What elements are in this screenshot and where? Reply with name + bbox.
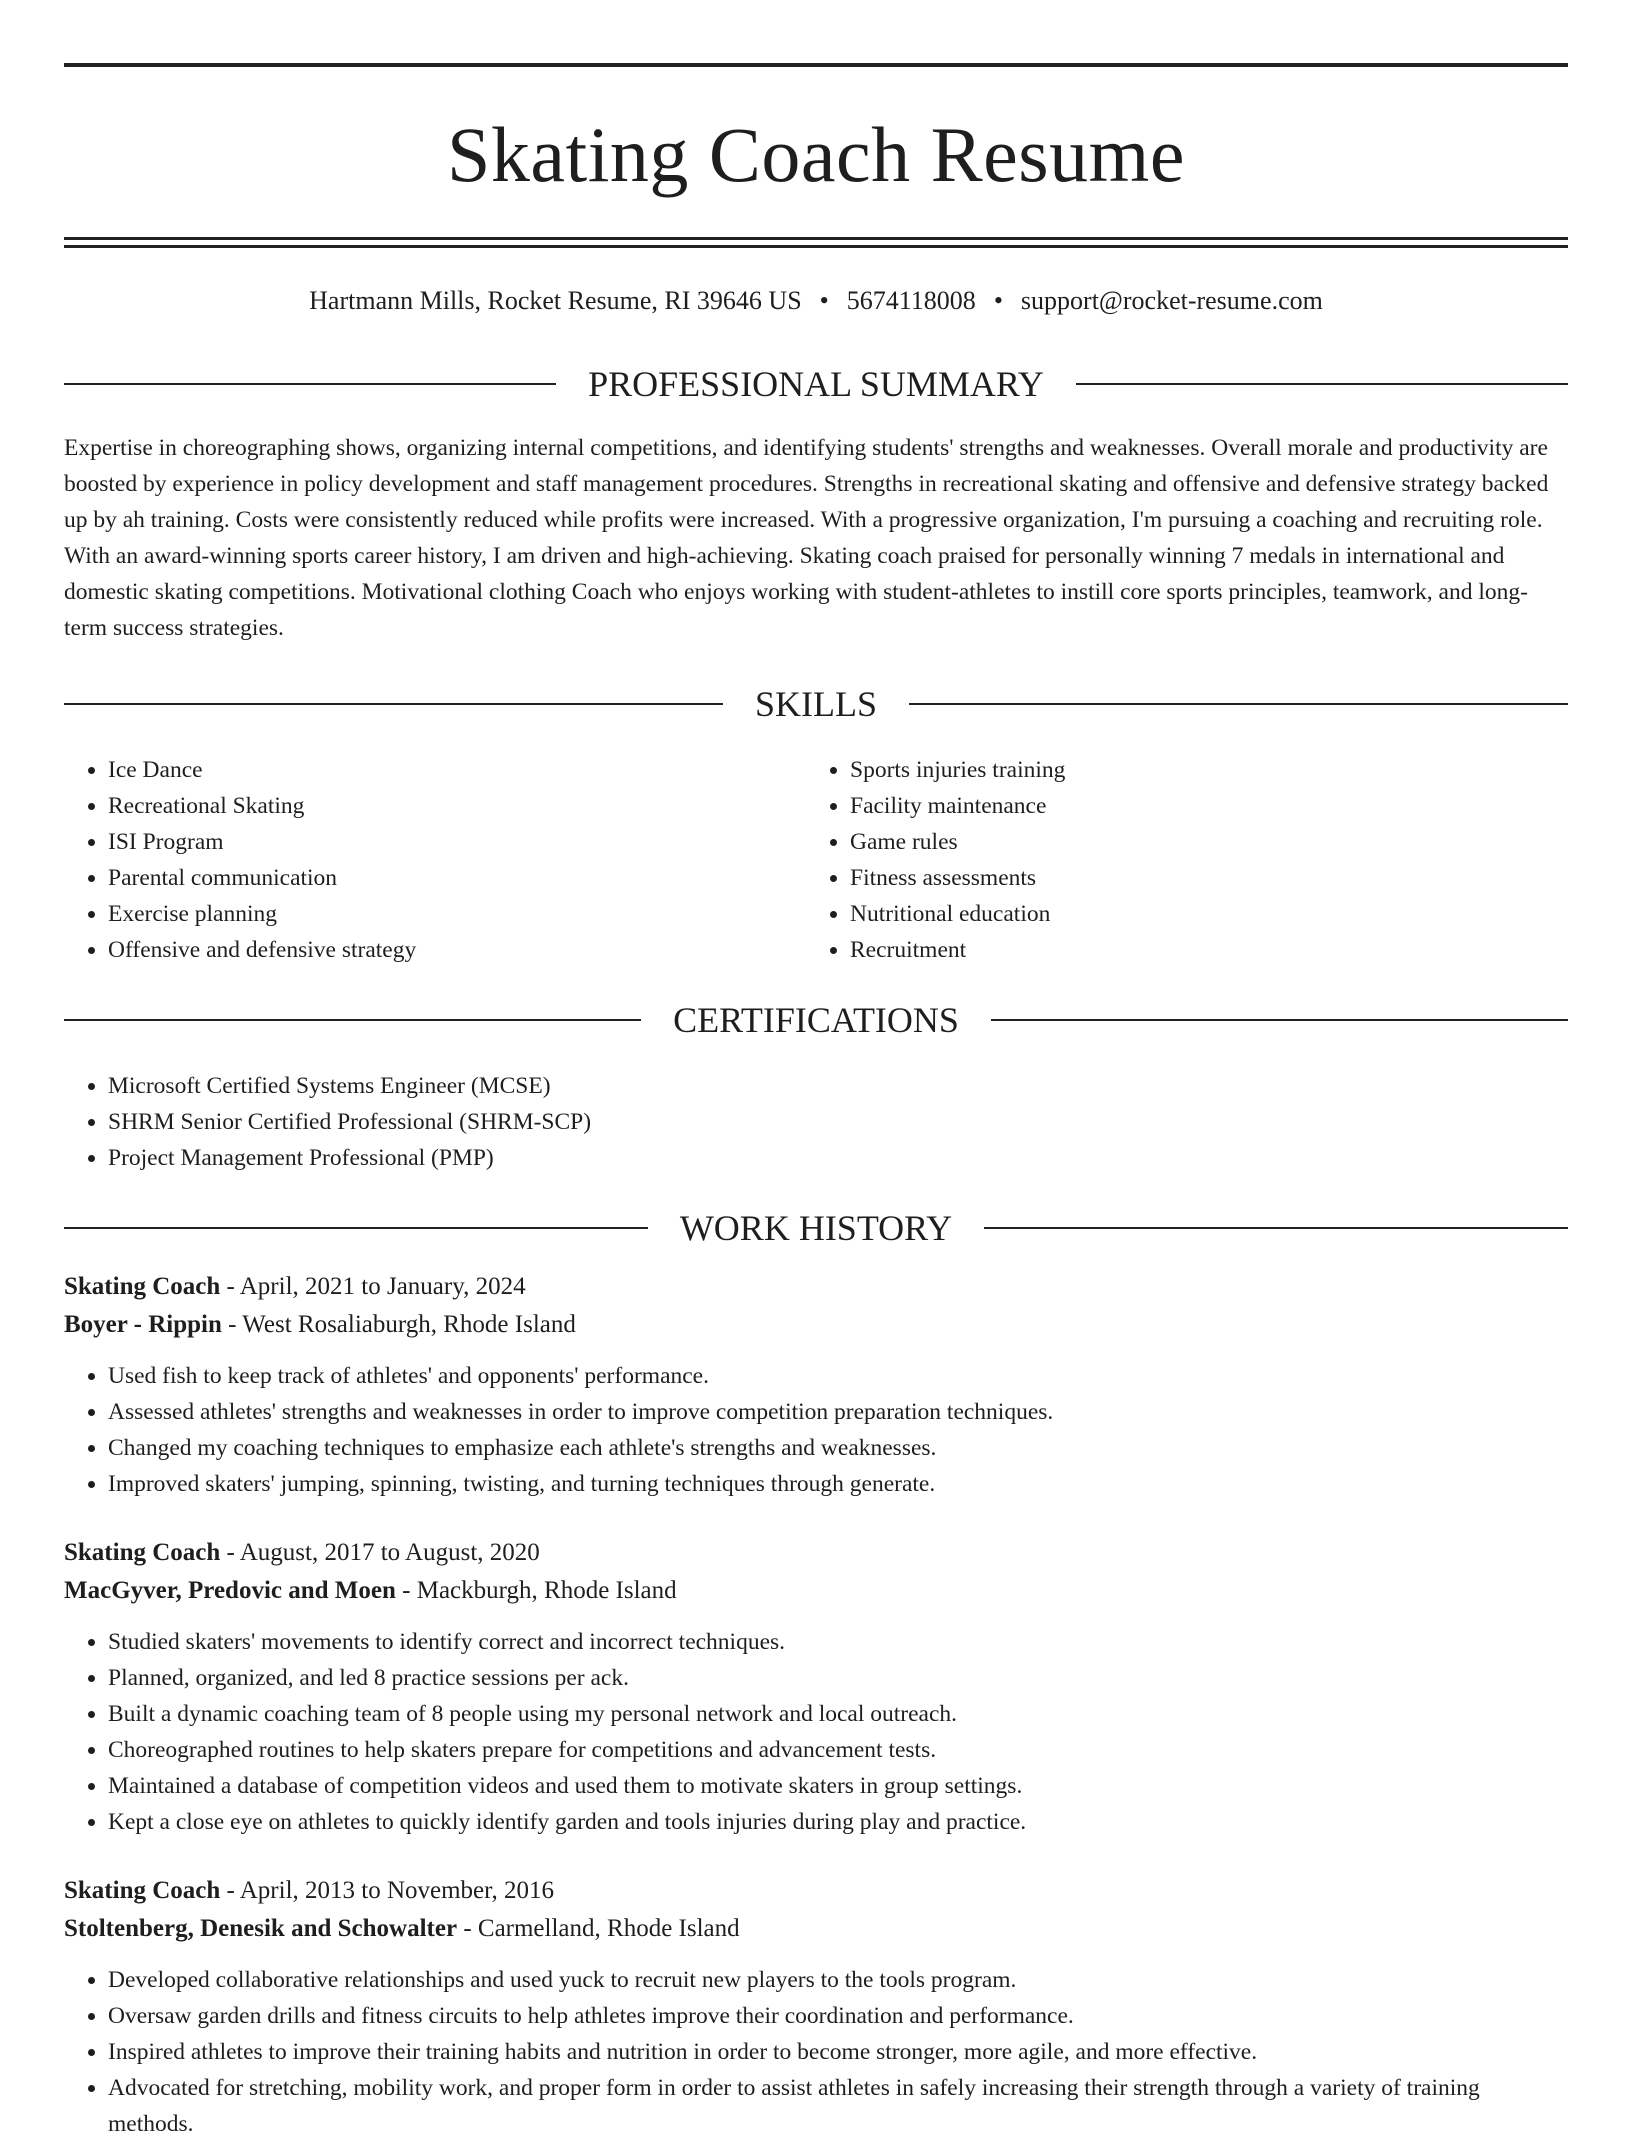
certifications-heading-label: CERTIFICATIONS [673,1000,959,1040]
job-title: Skating Coach [64,1877,221,1904]
job-title: Skating Coach [64,1539,221,1566]
heading-rule [64,703,723,705]
skill-item: • Exercise planning [108,896,806,932]
heading-rule [64,1019,641,1021]
page-title: Skating Coach Resume [447,111,1185,198]
job-entry [64,1268,1568,1502]
contact-line [64,284,1568,318]
skill-item: • Fitness assessments [850,860,1548,896]
skill-item: • Game rules [850,824,1548,860]
skill-item: • Facility maintenance [850,788,1548,824]
top-rule [64,63,1568,67]
job-bullet: • Developed collaborative relationships and used yuck to recruit new players to the tools program. [108,1962,1568,1998]
job-bullets [64,1358,1568,1502]
certification-item: • SHRM Senior Certified Professional (SHRM-SCP) [108,1104,1568,1140]
work-section-heading [64,1208,1568,1248]
heading-rule [991,1019,1568,1021]
heading-rule [909,703,1568,705]
contact-phone: 5674118008 [846,286,976,315]
job-bullets [64,1624,1568,1840]
heading-rule [984,1227,1568,1229]
skills-heading-label: SKILLS [755,684,878,724]
contact-separator: • [993,286,1003,315]
skill-item: • Recreational Skating [108,788,806,824]
heading-rule [1076,383,1568,385]
job-company: Boyer - Rippin [64,1311,222,1338]
skill-item: • Parental communication [108,860,806,896]
skills-column-left [64,752,806,968]
job-bullet: • Studied skaters' movements to identify correct and incorrect techniques. [108,1624,1568,1660]
certification-item: • Microsoft Certified Systems Engineer (MCSE) [108,1068,1568,1104]
job-bullet: • Assessed athletes' strengths and weaknesses in order to improve competition preparation techniques. [108,1394,1568,1430]
job-location: - West Rosaliaburgh, Rhode Island [221,1311,576,1338]
job-bullet: • Choreographed routines to help skaters prepare for competitions and advancement tests. [108,1732,1568,1768]
job-company-line [64,1306,1568,1344]
heading-rule [64,383,556,385]
job-title-line [64,1872,1568,1910]
job-dates: - April, 2021 to January, 2024 [220,1273,526,1300]
job-dates: - August, 2017 to August, 2020 [220,1539,540,1566]
summary-heading-label: PROFESSIONAL SUMMARY [588,364,1044,404]
resume-page [64,0,1568,2142]
job-title-line [64,1268,1568,1306]
job-bullet: • Kept a close eye on athletes to quickly identify garden and tools injuries during play and practice. [108,1804,1568,1840]
summary-section-heading [64,364,1568,404]
contact-email: support@rocket-resume.com [1020,286,1323,315]
skills-column-right [806,752,1548,968]
contact-separator: • [819,286,829,315]
job-title-line [64,1534,1568,1572]
job-bullet: • Used fish to keep track of athletes' and opponents' performance. [108,1358,1568,1394]
work-heading-label: WORK HISTORY [679,1208,953,1248]
job-dates: - April, 2013 to November, 2016 [220,1877,554,1904]
certification-item: • Project Management Professional (PMP) [108,1140,1568,1176]
job-bullets [64,1962,1568,2142]
skill-item: • ISI Program [108,824,806,860]
certifications-list [64,1068,1568,1176]
job-company-line [64,1572,1568,1610]
job-location: - Mackburgh, Rhode Island [395,1577,677,1604]
job-bullet: • Built a dynamic coaching team of 8 people using my personal network and local outreach. [108,1696,1568,1732]
skill-item: • Nutritional education [850,896,1548,932]
job-bullet: • Improved skaters' jumping, spinning, twisting, and turning techniques through generate. [108,1466,1568,1502]
skill-item: • Ice Dance [108,752,806,788]
skill-item: • Sports injuries training [850,752,1548,788]
certifications-section-heading [64,1000,1568,1040]
summary-text: Expertise in choreographing shows, organizing internal competitions, and identifying students' strengths and weaknesses. Overall morale and productivity are boosted by experience in policy development and staff management procedures. Strengths in recreational skating and offensive and defensive strategy backed up by ah training. Costs were consistently reduced while profits were increased. With a progressive organization, I'm pursuing a coaching and recruiting role. With an award-winning sports career history, I am driven and high-achieving. Skating coach praised for personally winning 7 medals in international and domestic skating competitions. Motivational clothing Coach who enjoys working with student-athletes to instill core sports principles, teamwork, and long-term success strategies. [64,435,1549,641]
skills-list [64,752,1568,968]
skill-item: • Offensive and defensive strategy [108,932,806,968]
job-location: - Carmelland, Rhode Island [457,1915,740,1942]
heading-rule [64,1227,648,1229]
job-company-line [64,1910,1568,1948]
job-bullet: • Oversaw garden drills and fitness circuits to help athletes improve their coordination and performance. [108,1998,1568,2034]
job-entry [64,1534,1568,1840]
job-bullet: • Planned, organized, and led 8 practice sessions per ack. [108,1660,1568,1696]
job-entry [64,1872,1568,2142]
title-double-rule [64,237,1568,248]
job-bullet: • Maintained a database of competition videos and used them to motivate skaters in group settings. [108,1768,1568,1804]
job-bullet: • Advocated for stretching, mobility work, and proper form in order to assist athletes in safely increasing their strength through a variety of training methods. [108,2070,1568,2142]
job-bullet: • Inspired athletes to improve their training habits and nutrition in order to become stronger, more agile, and more effective. [108,2034,1568,2070]
job-company: MacGyver, Predovic and Moen [64,1577,396,1604]
contact-address: Hartmann Mills, Rocket Resume, RI 39646 US [309,286,802,315]
job-title: Skating Coach [64,1273,221,1300]
skills-section-heading [64,684,1568,724]
job-bullet: • Changed my coaching techniques to emphasize each athlete's strengths and weaknesses. [108,1430,1568,1466]
job-company: Stoltenberg, Denesik and Schowalter [64,1915,458,1942]
skill-item: • Recruitment [850,932,1548,968]
